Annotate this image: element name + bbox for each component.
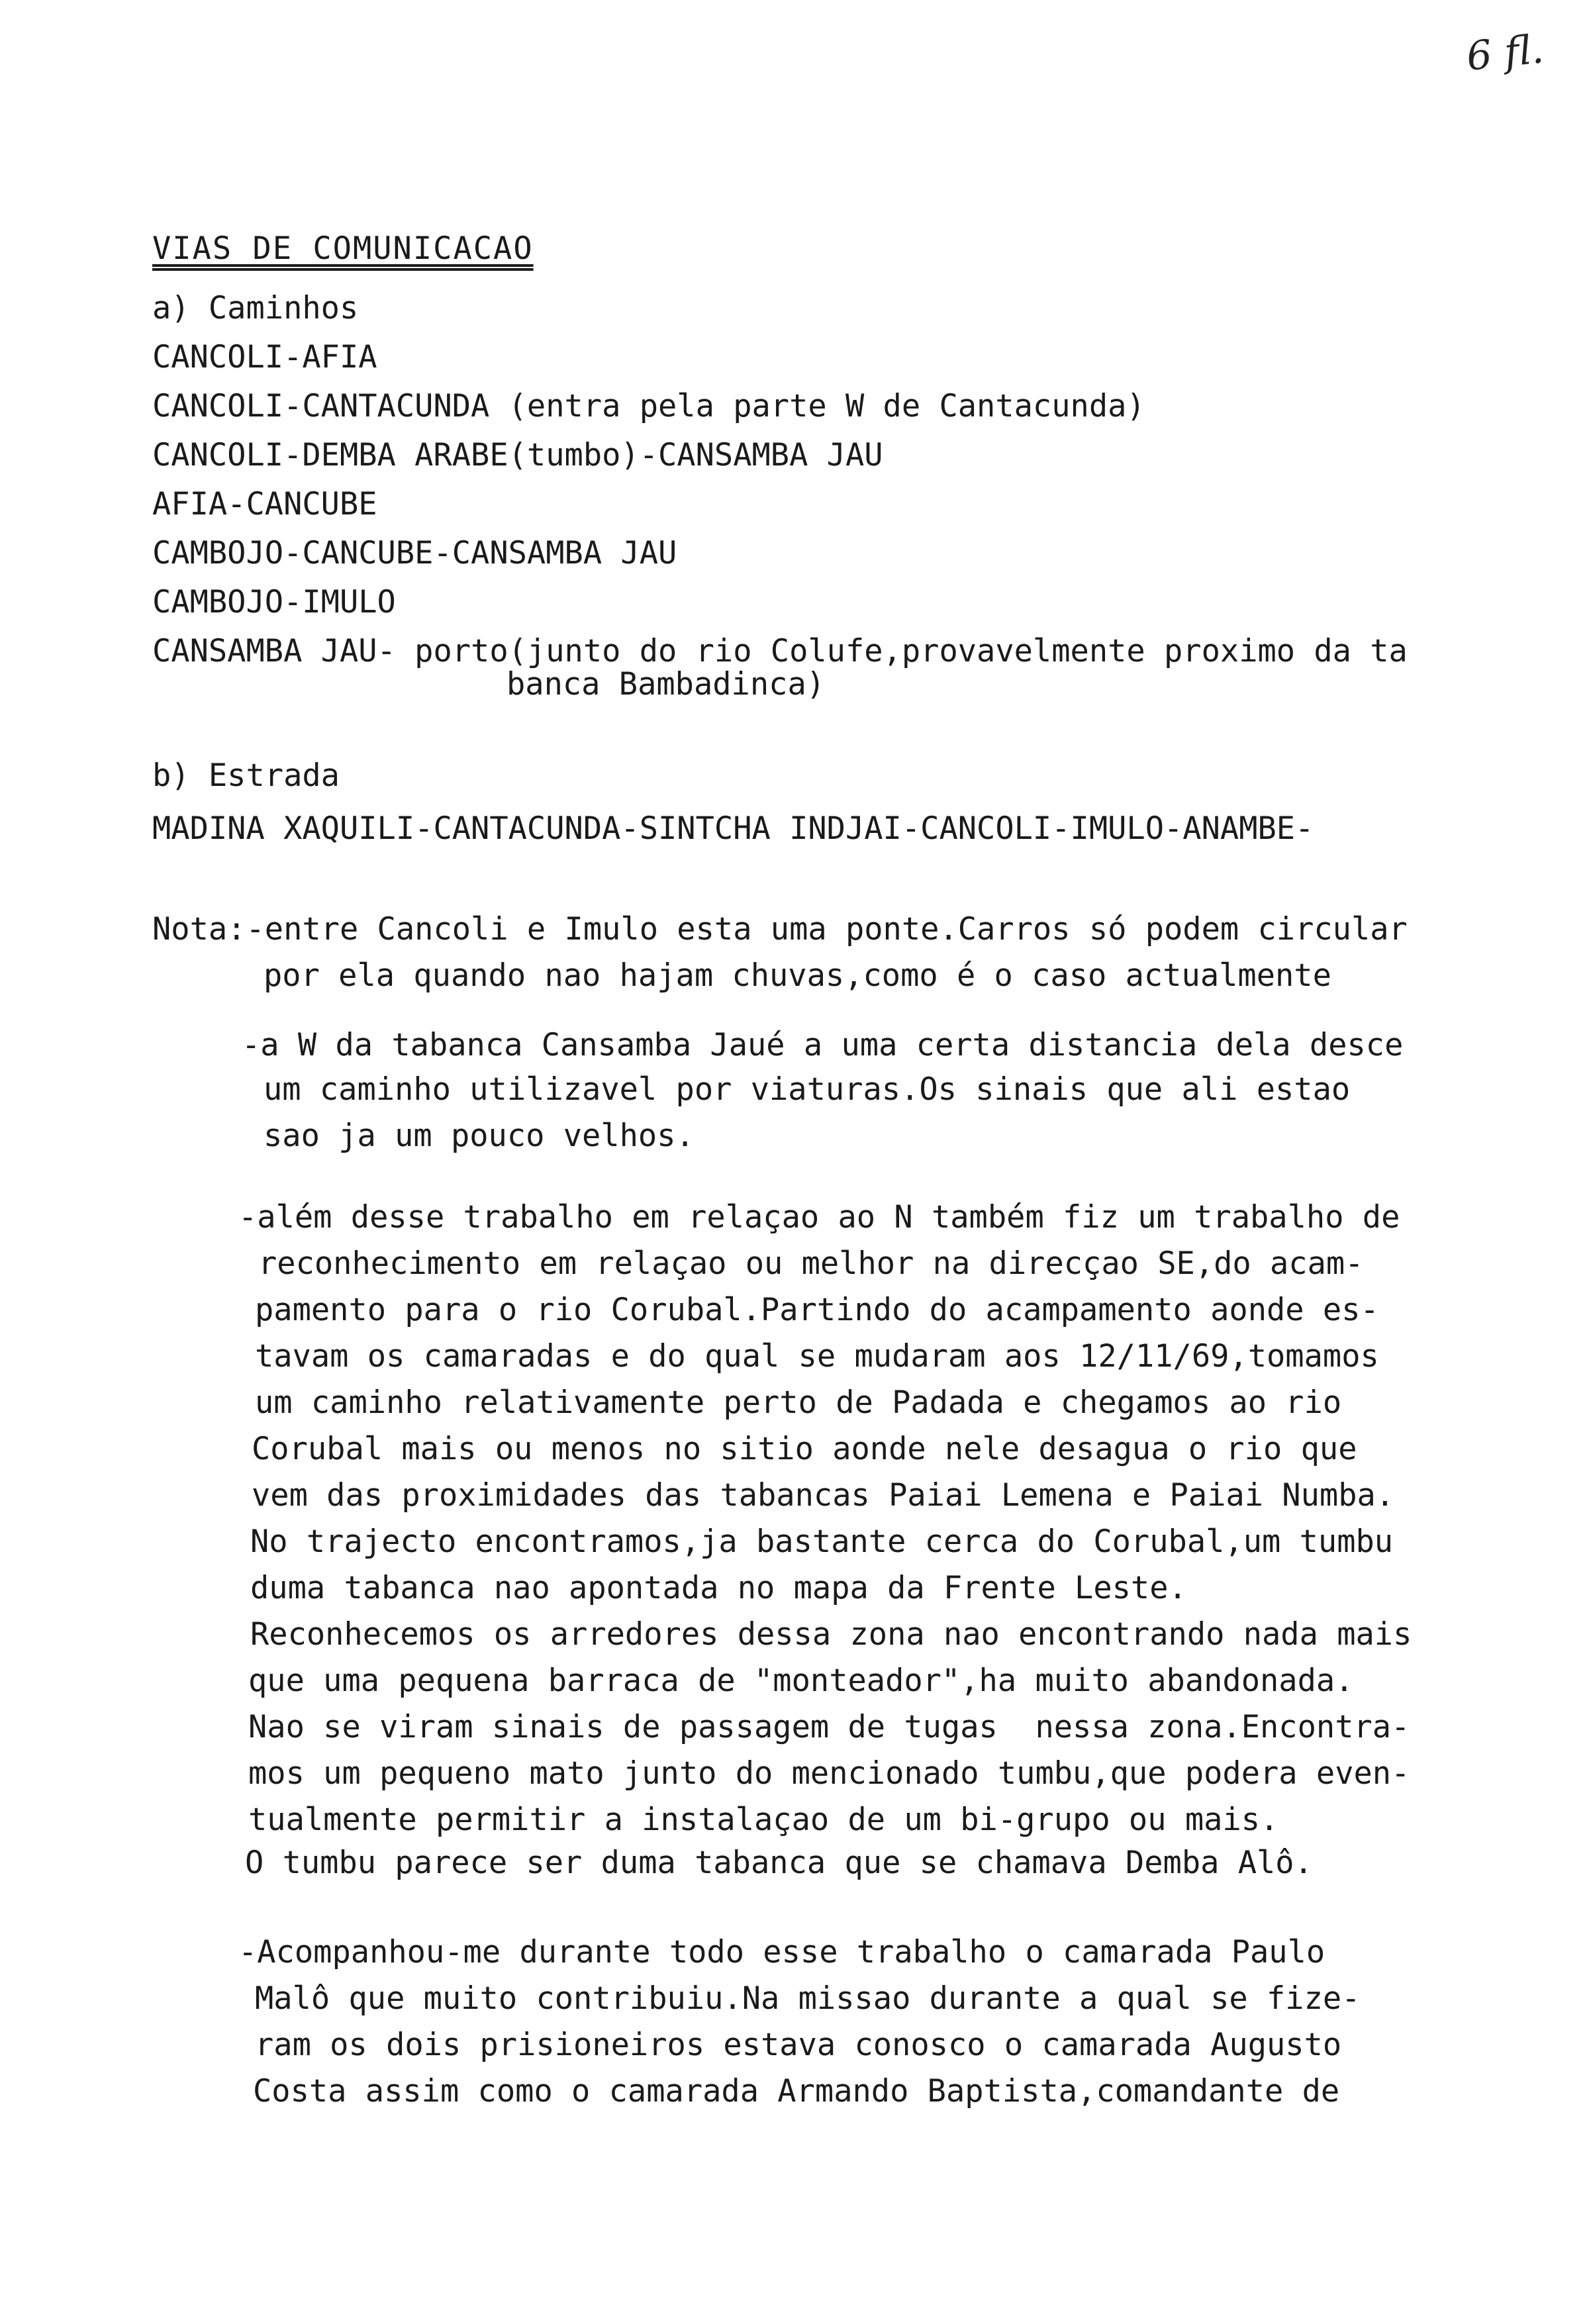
route-line: CANCOLI-CANTACUNDA (entra pela parte W de Cantacunda) — [152, 388, 1145, 424]
nota-line: Nota:-entre Cancoli e Imulo esta uma ponte.Carros só podem circular — [152, 911, 1408, 947]
nota-line: O tumbu parece ser duma tabanca que se chamava Demba Alô. — [245, 1845, 1313, 1881]
folio-mark: 6 fl. — [1464, 26, 1546, 80]
nota-line: Corubal mais ou menos no sitio aonde nele desagua o rio que — [252, 1431, 1357, 1467]
estrada-route: MADINA XAQUILI-CANTACUNDA-SINTCHA INDJAI-CANCOLI-IMULO-ANAMBE- — [152, 810, 1314, 847]
nota-line: mos um pequeno mato junto do mencionado tumbu,que podera even- — [248, 1755, 1410, 1792]
nota-line: -além desse trabalho em relaçao ao N também fiz um trabalho de — [238, 1199, 1400, 1235]
route-line: AFIA-CANCUBE — [152, 486, 377, 522]
nota-line: Costa assim como o camarada Armando Baptista,comandante de — [253, 2073, 1340, 2109]
nota-line: que uma pequena barraca de "monteador",ha muito abandonada. — [248, 1663, 1354, 1699]
route-line: CANCOLI-DEMBA ARABE(tumbo)-CANSAMBA JAU — [152, 437, 883, 473]
nota-line: um caminho relativamente perto de Padada e chegamos ao rio — [255, 1384, 1342, 1421]
nota-line: tualmente permitir a instalaçao de um bi-grupo ou mais. — [248, 1802, 1279, 1838]
nota-line: um caminho utilizavel por viaturas.Os sinais que ali estao — [264, 1071, 1351, 1108]
nota-line: Malô que muito contribuiu.Na missao durante a qual se fize- — [255, 1980, 1361, 2017]
estrada-label: b) Estrada — [152, 757, 340, 794]
nota-line: duma tabanca nao apontada no mapa da Frente Leste. — [250, 1570, 1187, 1606]
nota-line: -a W da tabanca Cansamba Jaué a uma certa distancia dela desce — [242, 1027, 1404, 1063]
nota-line: Reconhecemos os arredores dessa zona nao encontrando nada mais — [250, 1616, 1412, 1653]
route-line: CANSAMBA JAU- porto(junto do rio Colufe,provavelmente proximo da ta — [152, 633, 1408, 669]
route-line: CAMBOJO-IMULO — [152, 584, 396, 620]
nota-line: por ela quando nao hajam chuvas,como é o caso actualmente — [264, 957, 1331, 994]
section-heading: VIAS DE COMUNICACAO — [152, 230, 534, 267]
nota-line: sao ja um pouco velhos. — [264, 1118, 695, 1154]
nota-line: No trajecto encontramos,ja bastante cerca do Corubal,um tumbu — [250, 1524, 1394, 1560]
nota-line: Nao se viram sinais de passagem de tugas nessa zona.Encontra- — [248, 1709, 1410, 1745]
route-line: CAMBOJO-CANCUBE-CANSAMBA JAU — [152, 535, 677, 571]
caminhos-label: a) Caminhos — [152, 290, 359, 326]
nota-line: vem das proximidades das tabancas Paiai Lemena e Paiai Numba. — [252, 1477, 1395, 1514]
nota-line: ram os dois prisioneiros estava conosco o camarada Augusto — [255, 2027, 1342, 2063]
route-line: CANCOLI-AFIA — [152, 339, 377, 375]
nota-line: -Acompanhou-me durante todo esse trabalho o camarada Paulo — [238, 1934, 1325, 1970]
nota-line: pamento para o rio Corubal.Partindo do acampamento aonde es- — [255, 1292, 1379, 1328]
route-line-continuation: banca Bambadinca) — [506, 666, 826, 702]
nota-line: tavam os camaradas e do qual se mudaram aos 12/11/69,tomamos — [255, 1338, 1379, 1375]
nota-line: reconhecimento em relaçao ou melhor na direcçao SE,do acam- — [258, 1245, 1364, 1282]
